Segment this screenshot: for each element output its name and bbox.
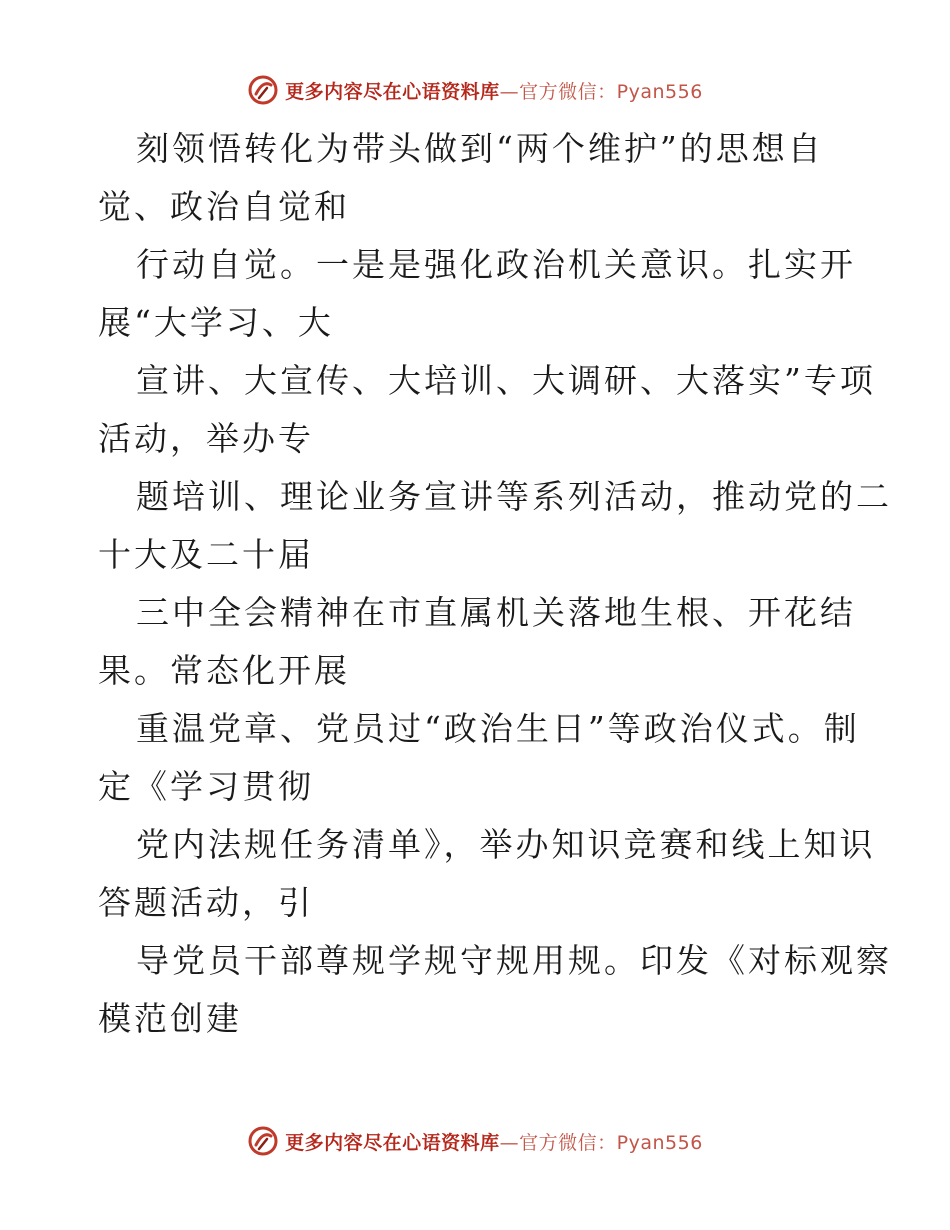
text-line: 刻领悟转化为带头做到“两个维护”的思想自 xyxy=(136,129,824,168)
text-line: 三中全会精神在市直属机关落地生根、开花结 xyxy=(136,593,856,632)
footer-watermark xyxy=(0,1123,950,1159)
watermark-text xyxy=(285,1128,703,1155)
watermark-contact: 官方微信：Pyan556 xyxy=(519,80,703,103)
text-line: 定《学习贯彻 xyxy=(98,767,314,806)
text-line: 果。常态化开展 xyxy=(98,651,350,690)
brand-logo-icon xyxy=(247,1125,279,1157)
watermark-brand: 更多内容尽在心语资料库 xyxy=(285,1131,500,1154)
watermark-text xyxy=(285,77,703,104)
header-watermark xyxy=(0,72,950,108)
watermark-separator: — xyxy=(499,1131,520,1154)
text-line: 重温党章、党员过“政治生日”等政治仪式。制 xyxy=(136,709,860,748)
document-body xyxy=(98,120,892,1048)
text-line: 十大及二十届 xyxy=(98,535,314,574)
text-line: 党内法规任务清单》，举办知识竞赛和线上知识 xyxy=(136,825,876,864)
text-line: 导党员干部尊规学规守规用规。印发《对标观察 xyxy=(136,941,892,980)
text-line: 题培训、理论业务宣讲等系列活动，推动党的二 xyxy=(136,477,892,516)
text-line: 宣讲、大宣传、大培训、大调研、大落实”专项 xyxy=(136,361,876,400)
text-line: 觉、政治自觉和 xyxy=(98,187,350,226)
watermark-brand: 更多内容尽在心语资料库 xyxy=(285,80,500,103)
text-line: 模范创建 xyxy=(98,999,242,1038)
text-line: 答题活动，引 xyxy=(98,883,314,922)
text-line: 行动自觉。一是是强化政治机关意识。扎实开 xyxy=(136,245,856,284)
watermark-separator: — xyxy=(499,80,520,103)
text-line: 活动，举办专 xyxy=(98,419,314,458)
text-line: 展“大学习、大 xyxy=(98,303,334,342)
watermark-contact: 官方微信：Pyan556 xyxy=(519,1131,703,1154)
brand-logo-icon xyxy=(247,74,279,106)
